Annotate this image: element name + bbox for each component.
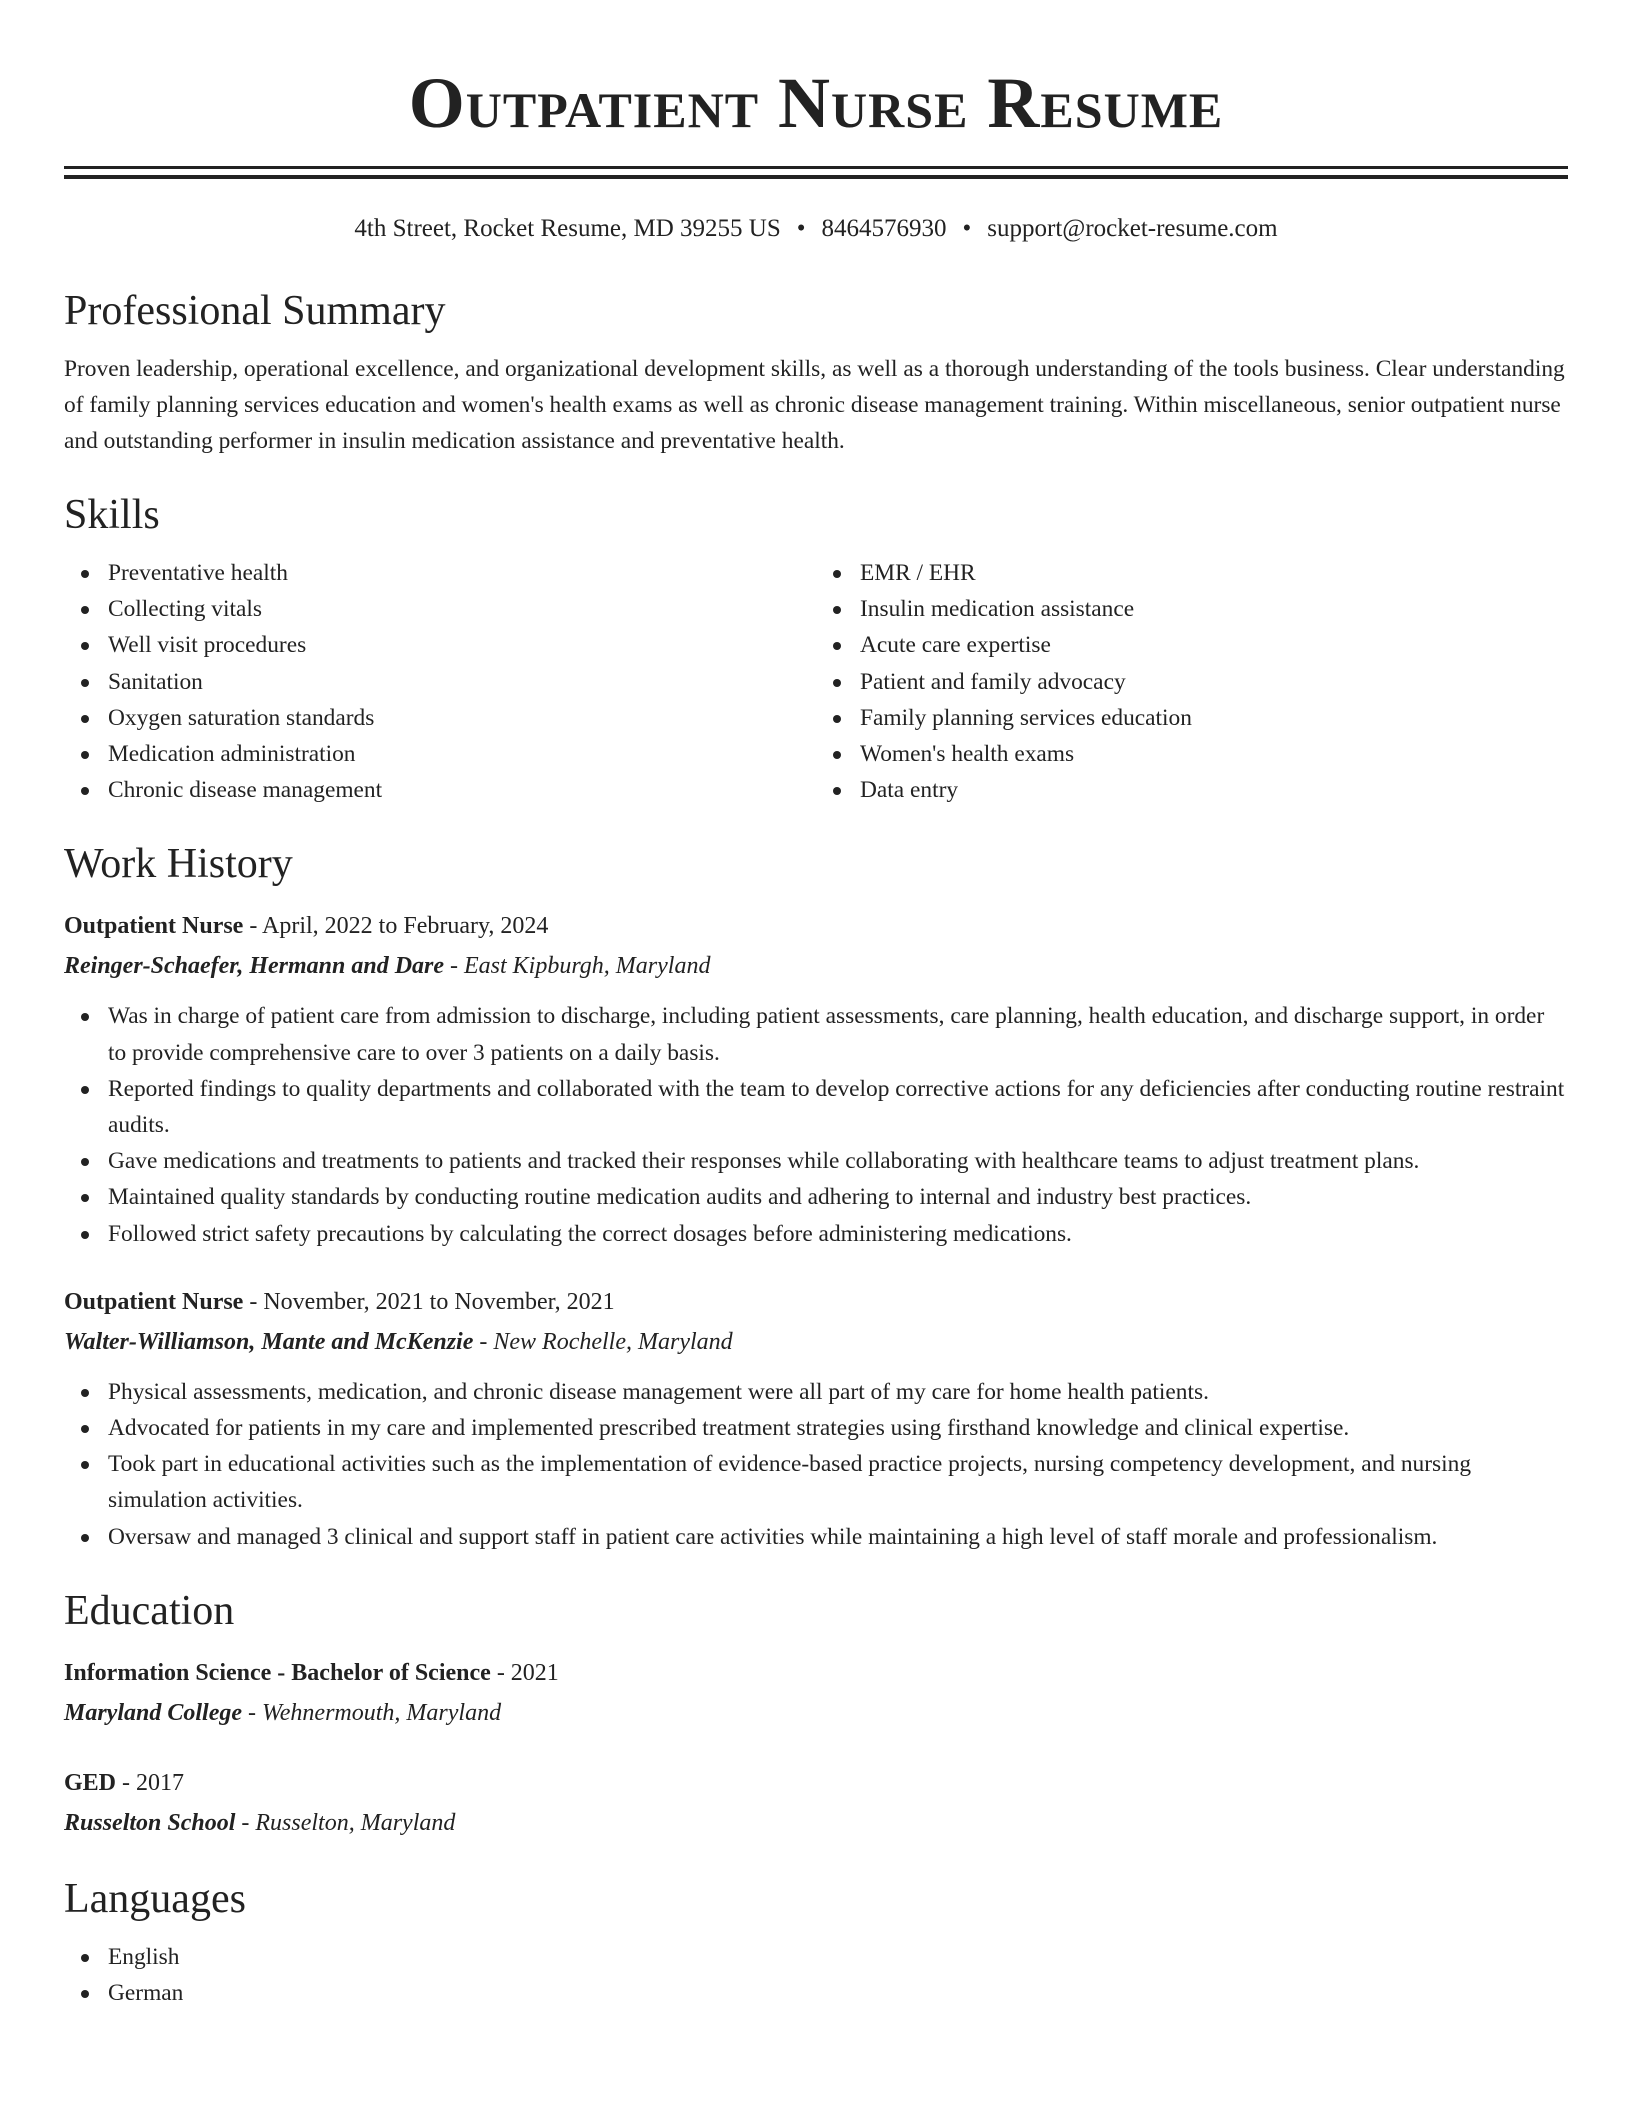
education-school-line	[64, 1693, 1568, 1733]
job-entry	[64, 1282, 1568, 1555]
job-bullet: Followed strict safety precautions by calculating the correct dosages before administering medications.	[108, 1216, 1568, 1252]
education-entry	[64, 1763, 1568, 1843]
skill-item: Chronic disease management	[108, 772, 816, 808]
skill-item: Collecting vitals	[108, 591, 816, 627]
contact-separator: •	[962, 215, 972, 242]
education-location: - Russelton, Maryland	[235, 1809, 456, 1836]
skills-heading: Skills	[64, 492, 160, 538]
job-bullet: Was in charge of patient care from admission to discharge, including patient assessments, care planning, health education, and discharge support, in order to provide comprehensive care to over 3 patients on a daily basis.	[108, 998, 1568, 1070]
language-item: German	[108, 1975, 1568, 2011]
education-location: - Wehnermouth, Maryland	[242, 1699, 502, 1726]
skill-item: Insulin medication assistance	[860, 591, 1568, 627]
education-school-line	[64, 1803, 1568, 1843]
skills-right-column	[816, 555, 1568, 808]
languages-list	[64, 1939, 1568, 2011]
education-degree: Information Science - Bachelor of Science	[64, 1659, 491, 1686]
skill-item: Well visit procedures	[108, 627, 816, 663]
skill-item: Sanitation	[108, 664, 816, 700]
job-bullet-list	[64, 1374, 1568, 1555]
skill-item: Medication administration	[108, 736, 816, 772]
skill-item: Women's health exams	[860, 736, 1568, 772]
education-school: Russelton School	[64, 1809, 236, 1836]
job-bullet: Advocated for patients in my care and implemented prescribed treatment strategies using firsthand knowledge and clinical expertise.	[108, 1410, 1568, 1446]
resume-title: Outpatient Nurse Resume	[408, 63, 1224, 143]
skill-item: Family planning services education	[860, 700, 1568, 736]
job-bullet: Physical assessments, medication, and chronic disease management were all part of my care for home health patients.	[108, 1374, 1568, 1410]
job-title-line	[64, 906, 1568, 946]
job-title: Outpatient Nurse	[64, 1288, 244, 1315]
education-year: - 2017	[116, 1769, 185, 1796]
job-location: - New Rochelle, Maryland	[473, 1328, 733, 1355]
job-title-line	[64, 1282, 1568, 1322]
summary-text: Proven leadership, operational excellence, and organizational development skills, as well as a thorough understanding of the tools business. Clear understanding of family planning services education and women's health exams as well as chronic disease management training. Within miscellaneous, senior outpatient nurse and outstanding performer in insulin medication assistance and preventative health.	[64, 356, 1565, 454]
job-title: Outpatient Nurse	[64, 913, 244, 940]
education-degree-line	[64, 1653, 1568, 1693]
education-degree-line	[64, 1763, 1568, 1803]
skill-item: Data entry	[860, 772, 1568, 808]
language-item: English	[108, 1939, 1568, 1975]
education-entry	[64, 1653, 1568, 1733]
job-company-line	[64, 946, 1568, 986]
education-school: Maryland College	[64, 1699, 242, 1726]
job-bullet-list	[64, 998, 1568, 1251]
skill-item: Preventative health	[108, 555, 816, 591]
education-degree: GED	[64, 1769, 117, 1796]
title-rule-top	[64, 166, 1568, 169]
job-company-line	[64, 1322, 1568, 1362]
contact-separator: •	[796, 215, 806, 242]
resume-page	[64, 0, 1568, 2011]
job-location: - East Kipburgh, Maryland	[444, 953, 711, 980]
languages-heading: Languages	[64, 1875, 246, 1922]
skills-columns	[64, 555, 1568, 808]
job-bullet: Oversaw and managed 3 clinical and support staff in patient care activities while maintaining a high level of staff morale and professionalism.	[108, 1519, 1568, 1555]
contact-email: support@rocket-resume.com	[987, 215, 1278, 242]
job-dates: - November, 2021 to November, 2021	[243, 1288, 615, 1315]
skills-left-column	[64, 555, 816, 808]
education-year: - 2021	[490, 1659, 559, 1686]
skill-item: Oxygen saturation standards	[108, 700, 816, 736]
job-dates: - April, 2022 to February, 2024	[243, 913, 549, 940]
contact-line	[64, 213, 1568, 245]
job-entry	[64, 906, 1568, 1251]
contact-phone: 8464576930	[821, 215, 947, 242]
skill-item: EMR / EHR	[860, 555, 1568, 591]
skill-item: Acute care expertise	[860, 627, 1568, 663]
contact-address: 4th Street, Rocket Resume, MD 39255 US	[354, 215, 781, 242]
job-bullet: Took part in educational activities such as the implementation of evidence-based practice projects, nursing competency development, and nursing simulation activities.	[108, 1446, 1568, 1518]
job-bullet: Maintained quality standards by conducting routine medication audits and adhering to internal and industry best practices.	[108, 1179, 1568, 1215]
job-bullet: Gave medications and treatments to patients and tracked their responses while collaborating with healthcare teams to adjust treatment plans.	[108, 1143, 1568, 1179]
job-company: Walter-Williamson, Mante and McKenzie	[64, 1328, 474, 1355]
skill-item: Patient and family advocacy	[860, 664, 1568, 700]
title-rule-bottom	[64, 175, 1568, 179]
summary-heading: Professional Summary	[64, 288, 446, 334]
job-company: Reinger-Schaefer, Hermann and Dare	[64, 953, 445, 980]
work-history-heading: Work History	[64, 841, 293, 888]
job-bullet: Reported findings to quality departments and collaborated with the team to develop corrective actions for any deficiencies after conducting routine restraint audits.	[108, 1071, 1568, 1143]
education-heading: Education	[64, 1587, 235, 1634]
